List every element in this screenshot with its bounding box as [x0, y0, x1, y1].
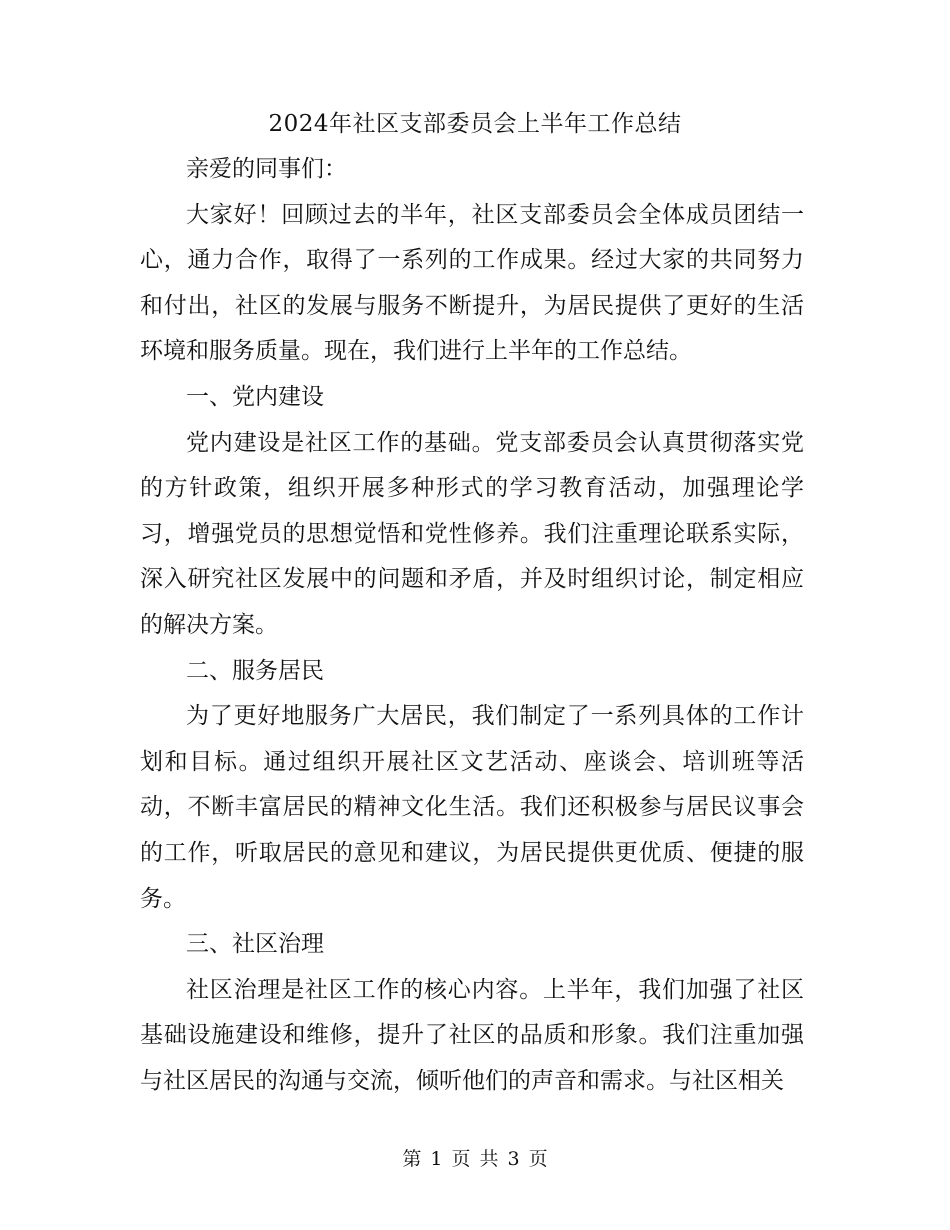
- intro-paragraph: 大家好！回顾过去的半年，社区支部委员会全体成员团结一心，通力合作，取得了一系列的工作成果。经过大家的共同努力和付出，社区的发展与服务不断提升，为居民提供了更好的生活环境和服务质量。现在，我们进行上半年的工作总结。: [140, 201, 804, 365]
- section-heading-community-governance: 三、社区治理: [186, 931, 324, 958]
- document-title: 2024年社区支部委员会上半年工作总结: [268, 111, 682, 137]
- resident-service-paragraph: 为了更好地服务广大居民，我们制定了一系列具体的工作计划和目标。通过组织开展社区文艺活动、座谈会、培训班等活动，不断丰富居民的精神文化生活。我们还积极参与居民议事会的工作，听取居民的意见和建议，为居民提供更优质、便捷的服务。: [140, 703, 804, 912]
- salutation: 亲爱的同事们：: [186, 156, 347, 182]
- community-governance-paragraph: 社区治理是社区工作的核心内容。上半年，我们加强了社区基础设施建设和维修，提升了社区的品质和形象。我们注重加强与社区居民的沟通与交流，倾听他们的声音和需求。与社区相关: [140, 976, 804, 1094]
- page-number-footer: 第 1 页 共 3 页: [402, 1148, 548, 1170]
- section-heading-party-building: 一、党内建设: [186, 383, 324, 410]
- section-heading-resident-service: 二、服务居民: [186, 657, 324, 684]
- party-building-paragraph: 党内建设是社区工作的基础。党支部委员会认真贯彻落实党的方针政策，组织开展多种形式的学习教育活动，加强理论学习，增强党员的思想觉悟和党性修养。我们注重理论联系实际，深入研究社区发展中的问题和矛盾，并及时组织讨论，制定相应的解决方案。: [140, 429, 804, 638]
- document-body: [140, 147, 804, 1104]
